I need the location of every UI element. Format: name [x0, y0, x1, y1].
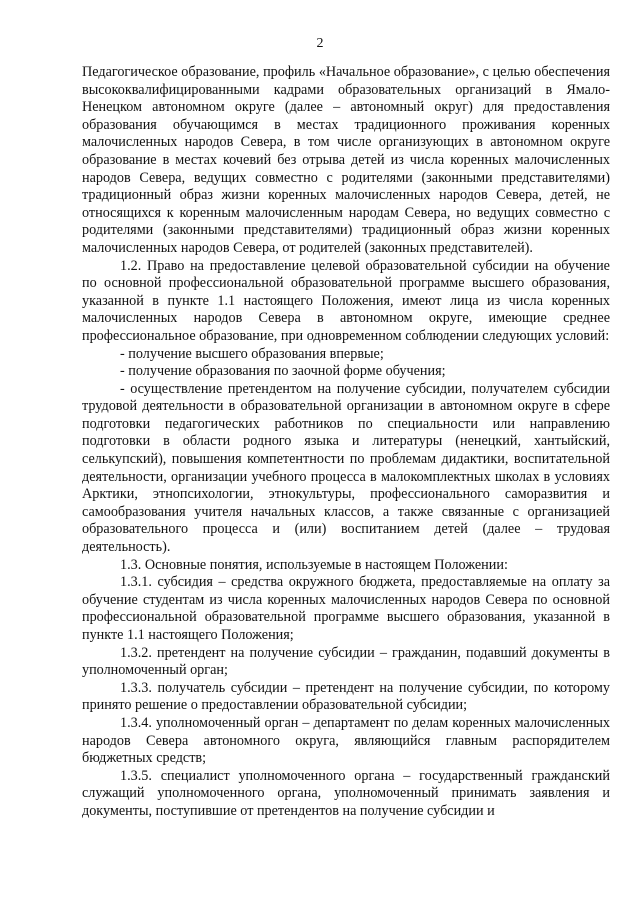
paragraph-1-3-1: 1.3.1. субсидия – средства окружного бюджета, предоставляемые на оплату за обучение студентам из числа коренных малочисленных народов Севера по основной профессиональной образовательной программе высшего образования, указанной в пункте 1.1 настоящего Положения; — [82, 574, 610, 643]
paragraph-1-3: 1.3. Основные понятия, используемые в настоящем Положении: — [120, 556, 508, 573]
list-item: - получение образования по заочной форме обучения; — [120, 363, 446, 380]
paragraph-1-3-5: 1.3.5. специалист уполномоченного органа – государственный гражданский служащий уполномоченного органа, уполномоченный принимать заявления и документы, поступившие от претендентов на получение субсидии и — [82, 767, 610, 819]
list-item: - получение высшего образования впервые; — [120, 345, 384, 362]
document-body — [82, 64, 610, 821]
paragraph-1-3-2: 1.3.2. претендент на получение субсидии – гражданин, подавший документы в уполномоченный орган; — [82, 644, 610, 679]
paragraph-intro-continuation: Педагогическое образование, профиль «Начальное образование», с целью обеспечения высококвалифицированными кадрами образовательных организаций в Ямало-Ненецком автономном округе (далее – автономный округ) для предоставления образования обучающимся в местах традиционного проживания коренных малочисленных народов Севера, в том числе организующих в автономном округе образование в местах кочевий без отрыва детей из числа коренных малочисленных народов Севера, ведущих совместно с родителями (законными представителями) традиционный образ жизни коренных малочисленных народов Севера, детей, не относящихся к коренным малочисленным народам Севера, но ведущих совместно с родителями (законными представителями) традиционный образ жизни коренных малочисленных народов Севера, от родителей (законных представителей). — [82, 64, 610, 256]
paragraph-1-3-3: 1.3.3. получатель субсидии – претендент на получение субсидии, по которому принято решение о предоставлении образовательной субсидии; — [82, 679, 610, 714]
list-item: - осуществление претендентом на получение субсидии, получателем субсидии трудовой деятельности в образовательной организации в автономном округе в сфере подготовки педагогических работников по специальности или направлению подготовки в области родного языка и литературы (ненецкий, хантыйский, селькупский), повышения компетентности по проблемам дидактики, воспитательной деятельности, организации учебного процесса в малокомплектных школах в условиях Арктики, этнопсихологии, этнокультуры, профессионального саморазвития и самообразования учителя начальных классов, а также связанные с организацией образовательного процесса и (или) воспитанием детей (далее – трудовая деятельность). — [82, 380, 610, 556]
page-number: 2 — [316, 36, 324, 51]
paragraph-1-2: 1.2. Право на предоставление целевой образовательной субсидии на обучение по основной профессиональной образовательной программе высшего образования, указанной в пункте 1.1 настоящего Положения, имеют лица из числа коренных малочисленных народов Севера в автономном округе, имеющие среднее профессиональное образование, при одновременном соблюдении следующих условий: — [82, 257, 610, 344]
paragraph-1-3-4: 1.3.4. уполномоченный орган – департамент по делам коренных малочисленных народов Севера автономного округа, являющийся главным распорядителем бюджетных средств; — [82, 714, 610, 767]
